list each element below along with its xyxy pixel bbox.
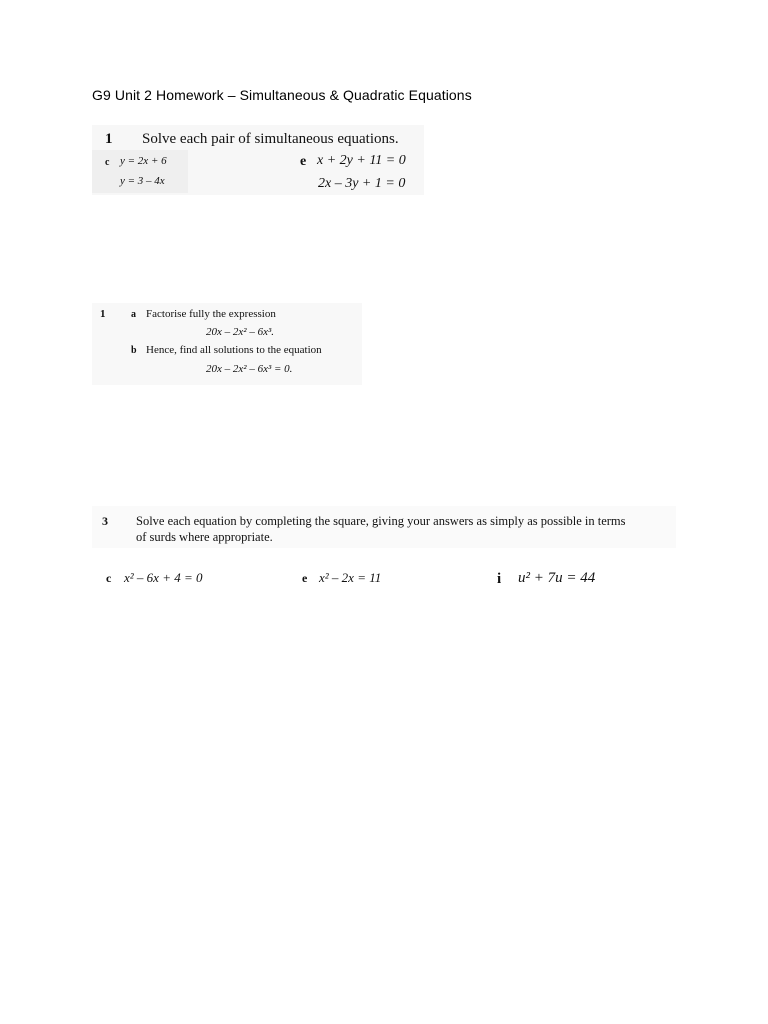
- question-factorise-image: [92, 303, 362, 385]
- question-completing-square-image: [92, 506, 676, 548]
- part-b-label: b: [131, 345, 137, 356]
- page-title: G9 Unit 2 Homework – Simultaneous & Quadratic Equations: [92, 87, 472, 103]
- question-number: 1: [105, 131, 113, 147]
- part-e-label: e: [300, 154, 307, 169]
- part-a-expression: 20x – 2x² – 6x³.: [206, 326, 274, 338]
- part-c-equation-2: y = 3 – 4x: [120, 175, 165, 187]
- part-e-equation-1: x + 2y + 11 = 0: [317, 153, 406, 168]
- part-a-text: Factorise fully the expression: [146, 308, 276, 320]
- part-b-expression: 20x – 2x² – 6x³ = 0.: [206, 363, 293, 375]
- question-number: 3: [102, 514, 108, 528]
- part-a-label: a: [131, 309, 136, 320]
- part-b-text: Hence, find all solutions to the equation: [146, 344, 322, 356]
- question-instruction-line-1: Solve each equation by completing the square, giving your answers as simply as possible in terms: [136, 514, 626, 528]
- part-c-equation: x² – 6x + 4 = 0: [124, 570, 203, 585]
- part-c-equation-1: y = 2x + 6: [120, 155, 167, 167]
- question-instruction-line-2: of surds where appropriate.: [136, 530, 273, 544]
- part-i-equation: u² + 7u = 44: [518, 570, 596, 586]
- question-simultaneous-image: [92, 125, 424, 195]
- question-completing-square-parts: [92, 560, 652, 600]
- part-c-label: c: [105, 157, 110, 168]
- question-instruction: Solve each pair of simultaneous equations.: [142, 131, 399, 147]
- question-number: 1: [100, 308, 106, 320]
- part-e-label: e: [302, 571, 308, 585]
- part-i-label: i: [497, 571, 502, 587]
- part-e-equation-2: 2x – 3y + 1 = 0: [318, 176, 406, 191]
- part-c-label: c: [106, 571, 112, 585]
- part-e-equation: x² – 2x = 11: [319, 570, 382, 585]
